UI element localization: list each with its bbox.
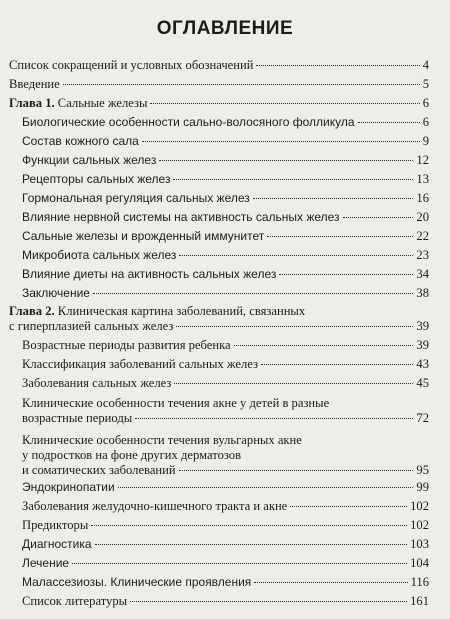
toc-entry-24 <box>9 575 429 590</box>
toc-page-number: 16 <box>416 191 429 205</box>
toc-entry-title: Влияние нервной системы на активность сальных желез <box>22 210 340 224</box>
toc-entry-title: с гиперплазией сальных желез <box>9 319 174 333</box>
dot-leader <box>63 84 420 85</box>
toc-entry-11 <box>9 267 429 282</box>
toc-page-number: 95 <box>416 463 429 477</box>
dot-leader <box>173 179 413 180</box>
toc-entry-20 <box>9 499 429 514</box>
toc-entry-10 <box>9 248 429 263</box>
toc-entry-title-line-1: Клинические особенности течения акне у детей в разные <box>22 396 330 410</box>
toc-entry-title: Гормональная регуляция сальных желез <box>22 191 250 205</box>
toc-entry-title: Микробиота сальных желез <box>22 248 177 262</box>
dot-leader <box>93 293 413 294</box>
toc-page-number: 102 <box>410 499 429 513</box>
toc-page-number: 12 <box>416 153 429 167</box>
toc-page-number: 4 <box>422 58 429 72</box>
dot-leader <box>343 217 414 218</box>
toc-entry-9 <box>9 229 429 244</box>
toc-entry-12 <box>9 286 429 301</box>
toc-entry-7 <box>9 191 429 206</box>
toc-page-number: 6 <box>422 96 429 110</box>
dot-leader <box>179 470 414 471</box>
toc-entry-bibliography <box>9 594 429 609</box>
toc-entry-title-line-2: у подростков на фоне других дерматозов <box>22 448 242 462</box>
dot-leader <box>142 141 420 142</box>
toc-entry-title: Возрастные периоды развития ребенка <box>22 338 231 352</box>
toc-entry-title: Малассезиозы. Клинические проявления <box>22 575 252 589</box>
toc-page-number: 116 <box>410 575 429 589</box>
dot-leader <box>179 255 413 256</box>
toc-entry-title: Диагностика <box>22 537 92 551</box>
dot-leader <box>290 506 407 507</box>
toc-entry-3 <box>9 115 429 130</box>
dot-leader <box>358 122 420 123</box>
toc-entry-chapter-1 <box>9 96 429 111</box>
toc-entry-17 <box>9 396 429 426</box>
toc-page-number: 22 <box>416 229 429 243</box>
toc-entry-21 <box>9 518 429 533</box>
toc-entry-title: Список литературы <box>22 594 128 608</box>
toc-entry-title: Лечение <box>22 556 70 570</box>
toc-entry-23 <box>9 556 429 571</box>
toc-page-number: 38 <box>416 286 429 300</box>
toc-page-number: 5 <box>422 77 429 91</box>
toc-page-number: 102 <box>410 518 429 532</box>
dot-leader <box>174 383 413 384</box>
dot-leader <box>176 326 413 327</box>
toc-entry-title: и соматических заболеваний <box>22 463 176 477</box>
toc-entry-abbreviations <box>9 58 429 73</box>
toc-page-number: 161 <box>410 594 429 608</box>
toc-entry-5 <box>9 153 429 168</box>
toc-entry-title: Сальные железы и врожденный иммунитет <box>22 229 265 243</box>
toc-entry-title: Функции сальных желез <box>22 153 157 167</box>
toc-entry-16 <box>9 376 429 391</box>
dot-leader <box>253 198 414 199</box>
toc-entry-19 <box>9 480 429 495</box>
dot-leader <box>130 601 407 602</box>
toc-entry-title: возрастные периоды <box>22 411 133 425</box>
toc-entry-title: Заключение <box>22 286 90 300</box>
toc-entry-title: Предикторы <box>22 518 89 532</box>
toc-entry-title: Классификация заболеваний сальных желез <box>22 357 258 371</box>
dot-leader <box>91 525 407 526</box>
toc-page-number: 39 <box>416 319 429 333</box>
toc-page-number: 20 <box>416 210 429 224</box>
toc-entry-title: Состав кожного сала <box>22 134 139 148</box>
dot-leader <box>95 544 408 545</box>
toc-entry-title-line-1: Клинические особенности течения вульгарных акне <box>22 433 302 447</box>
toc-entry-title: Эндокринопатии <box>22 480 115 494</box>
chapter-number: Глава 2. <box>9 304 55 318</box>
dot-leader <box>261 364 413 365</box>
dot-leader <box>256 65 419 66</box>
toc-entry-title: Влияние диеты на активность сальных желез <box>22 267 277 281</box>
toc-page-number: 99 <box>416 480 429 494</box>
dot-leader <box>72 563 407 564</box>
dot-leader <box>135 418 413 419</box>
toc-page-number: 43 <box>416 357 429 371</box>
dot-leader <box>159 160 413 161</box>
dot-leader <box>254 582 407 583</box>
toc-entry-title: Биологические особенности сально-волосяного фолликула <box>22 115 355 129</box>
toc-entry-6 <box>9 172 429 187</box>
toc-entry-4 <box>9 134 429 149</box>
toc-entry-chapter-2 <box>9 304 429 334</box>
toc-page-number: 6 <box>422 115 429 129</box>
toc-page-number: 45 <box>416 376 429 390</box>
toc-page-number: 9 <box>422 134 429 148</box>
toc-entry-title: Заболевания желудочно-кишечного тракта и акне <box>22 499 288 513</box>
toc-page-number: 23 <box>416 248 429 262</box>
dot-leader <box>150 103 419 104</box>
toc-entry-8 <box>9 210 429 225</box>
toc-page-number: 13 <box>416 172 429 186</box>
toc-entry-14 <box>9 338 429 353</box>
toc-page-number: 34 <box>416 267 429 281</box>
toc-entry-22 <box>9 537 429 552</box>
toc-entry-introduction <box>9 77 429 92</box>
toc-entry-18 <box>9 433 429 478</box>
dot-leader <box>279 274 413 275</box>
toc-entry-title-line-1: Клиническая картина заболеваний, связанных <box>54 304 306 318</box>
toc-page-number: 39 <box>416 338 429 352</box>
toc-entry-title: Рецепторы сальных желез <box>22 172 171 186</box>
toc-entry-title: Сальные железы <box>54 96 148 110</box>
dot-leader <box>267 236 413 237</box>
toc-page-number: 103 <box>410 537 429 551</box>
toc-page-number: 72 <box>416 411 429 425</box>
toc-page-number: 104 <box>410 556 429 570</box>
toc-entry-title: Список сокращений и условных обозначений <box>9 58 254 72</box>
chapter-number: Глава 1. <box>9 96 55 110</box>
dot-leader <box>118 487 414 488</box>
dot-leader <box>234 345 414 346</box>
toc-entry-title: Введение <box>9 77 60 91</box>
page-title: ОГЛАВЛЕНИЕ <box>156 18 294 39</box>
toc-entry-title: Заболевания сальных желез <box>22 376 172 390</box>
toc-entry-15 <box>9 357 429 372</box>
